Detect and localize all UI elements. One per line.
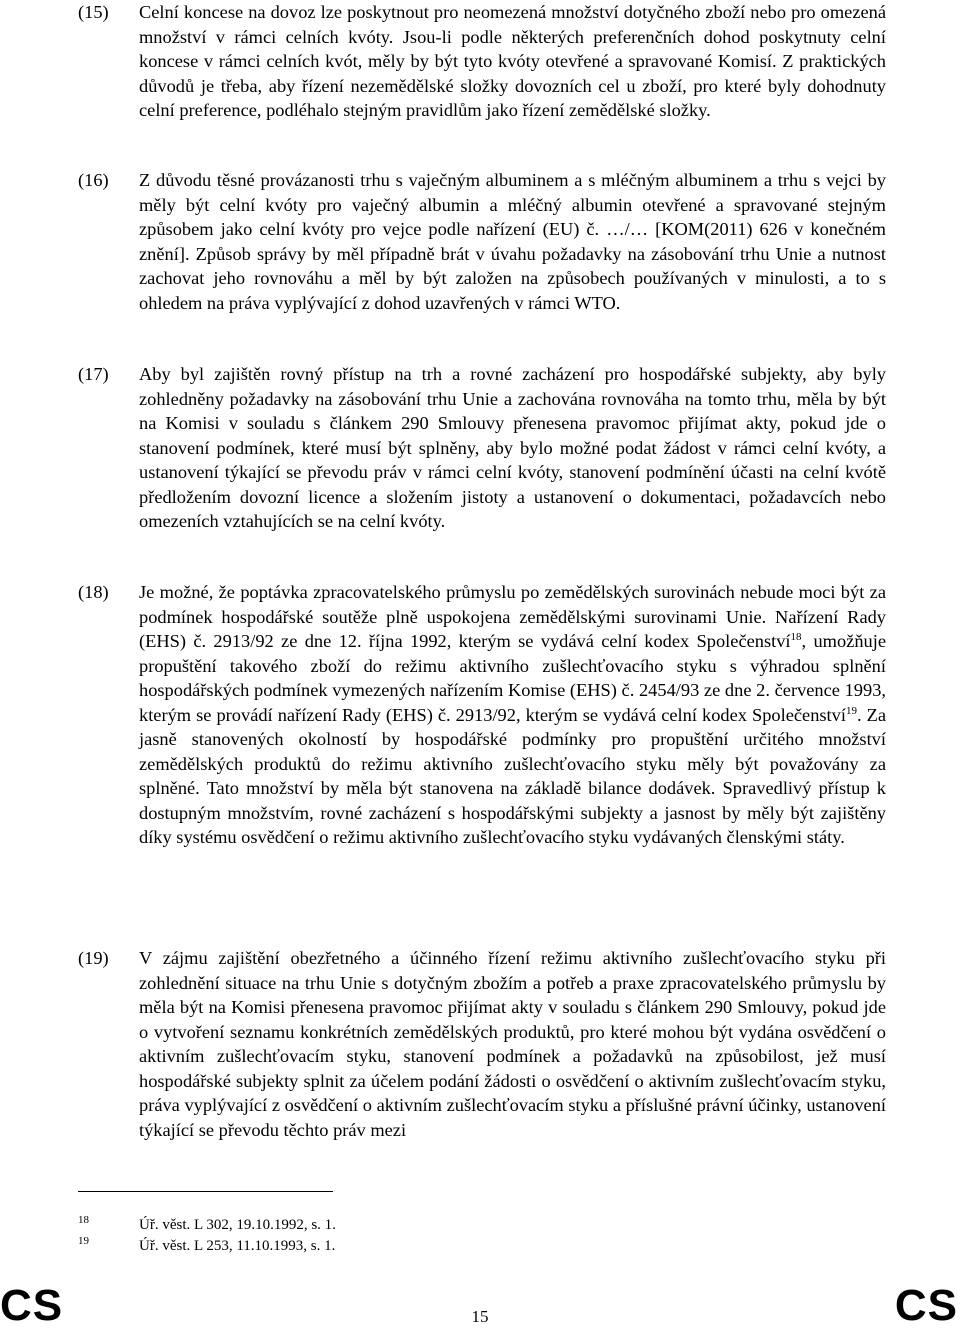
recital-number: (19) bbox=[78, 948, 109, 968]
recital-text: Aby byl zajištěn rovný přístup na trh a rovné zacházení pro hospodářské subjekty, aby byly zohledněny požadavky na zásobování trhu Unie a zachována rovnováha na tomto trhu, měla by být na Komisi v souladu s článkem 290 Smlouvy přenesena pravomoc přijímat akty, pokud jde o stanovení podmínek, které musí být splněny, aby bylo možné podat žádost v rámci celní kvóty, a ustanovení týkající se převodu práv v rámci celní kvóty, stanovení podmínění účasti na celní kvótě předložením dovozní licence a složením jistoty a ustanovení o dokumentaci, požadavcích nebo omezeních vztahujících se na celní kvóty. bbox=[139, 364, 886, 532]
recital-17 bbox=[78, 362, 886, 534]
recital-text: Z důvodu těsné provázanosti trhu s vaječným albuminem a s mléčným albuminem a trhu s vejci by měly být celní kvóty pro vaječný albumin a mléčný albumin otevřené a spravované stejným způsobem jako celní kvóty pro vejce podle nařízení (EU) č. …/… [KOM(2011) 626 v konečném znění]. Způsob správy by měl případně brát v úvahu požadavky na zásobování trhu Unie a nutnost zachovat jeho rovnováhu a měl by být založen na způsobech používaných v minulosti, a to s ohledem na práva vyplývající z dohod uzavřených v rámci WTO. bbox=[139, 170, 886, 313]
recital-text-part: . Za jasně stanovených okolností by hospodářské podmínky pro propuštění určitého množství zemědělských produktů do režimu aktivního zušlechťovacího styku měly být považovány za splněné. Tato množství by měla být stanovena na základě bilance dodávek. Spravedlivý přístup k dostupným množstvím, rovné zacházení s hospodářskými subjekty a jasnost by měly být zajištěny díky systému osvědčení o režimu aktivního zušlechťovacího styku vydávaných členskými státy. bbox=[139, 704, 887, 848]
footnote-19 bbox=[78, 1237, 886, 1255]
recital-number: (15) bbox=[78, 2, 109, 22]
footnote-18 bbox=[78, 1216, 886, 1234]
recital-15 bbox=[78, 0, 886, 123]
footnote-number: 19 bbox=[78, 1235, 89, 1247]
footnote-reference[interactable]: 18 bbox=[790, 630, 802, 643]
footnote-text: Úř. věst. L 253, 11.10.1993, s. 1. bbox=[139, 1238, 336, 1254]
recital-text: Celní koncese na dovoz lze poskytnout pro neomezená množství dotyčného zboží nebo pro omezená množství v rámci celních kvóty. Jsou-li podle některých preferenčních dohod poskytnuty celní koncese v rámci celních kvót, měly by být tyto kvóty otevřené a spravované Komisí. Z praktických důvodů je třeba, aby řízení nezemědělské složky dovozních cel u zboží, pro které byly dohodnuty celní preference, podléhalo stejným pravidlům jako řízení zemědělské složky. bbox=[139, 2, 886, 121]
page-number: 15 bbox=[471, 1307, 489, 1326]
recital-text-part: , umožňuje propuštění takového zboží do režimu aktivního zušlechťovacího styku s výhradou splnění hospodářských podmínek vymezených nařízením Komise (EHS) č. 2454/93 ze dne 2. července 1993, kterým se provádí nařízení Rady (EHS) č. 2913/92, kterým se vydává celní kodex Společenství bbox=[139, 631, 887, 725]
recital-text-part: Je možné, že poptávka zpracovatelského průmyslu po zemědělských surovinách nebude moci být za podmínek hospodářské soutěže plně uspokojena zemědělskými surovinami Unie. Nařízení Rady (EHS) č. 2913/92 ze dne 12. října 1992, kterým se vydává celní kodex Společenství bbox=[139, 582, 886, 652]
recital-number: (18) bbox=[78, 582, 109, 602]
language-code-right: CS bbox=[894, 1281, 958, 1330]
footnote-reference[interactable]: 19 bbox=[845, 704, 857, 717]
footnote-text: Úř. věst. L 302, 19.10.1992, s. 1. bbox=[139, 1217, 336, 1233]
recital-18 bbox=[78, 580, 886, 850]
language-code-left: CS bbox=[0, 1281, 64, 1330]
recital-text bbox=[139, 580, 886, 850]
recital-text: V zájmu zajištění obezřetného a účinného řízení režimu aktivního zušlechťovacího styku při zohlednění situace na trhu Unie s dotyčným zbožím a potřeb a praxe zpracovatelského průmyslu by měla být na Komisi přenesena pravomoc přijímat akty v souladu s článkem 290 Smlouvy, pokud jde o vytvoření seznamu konkrétních zemědělských produktů, pro které mohou být vydána osvědčení o aktivním zušlechťovacím styku, stanovení podmínek a požadavků na způsobilost, jež musí hospodářské subjekty splnit za účelem podání žádosti o osvědčení o aktivním zušlechťovacím styku, práva vyplývající z osvědčení o aktivním zušlechťovacím styku a příslušné právní účinky, ustanovení týkající se převodu těchto práv mezi bbox=[139, 948, 886, 1140]
recital-number: (16) bbox=[78, 170, 109, 190]
footnote-separator bbox=[78, 1191, 333, 1192]
recital-number: (17) bbox=[78, 364, 109, 384]
footnote-number: 18 bbox=[78, 1214, 89, 1226]
recital-19 bbox=[78, 946, 886, 1142]
recital-16 bbox=[78, 168, 886, 315]
